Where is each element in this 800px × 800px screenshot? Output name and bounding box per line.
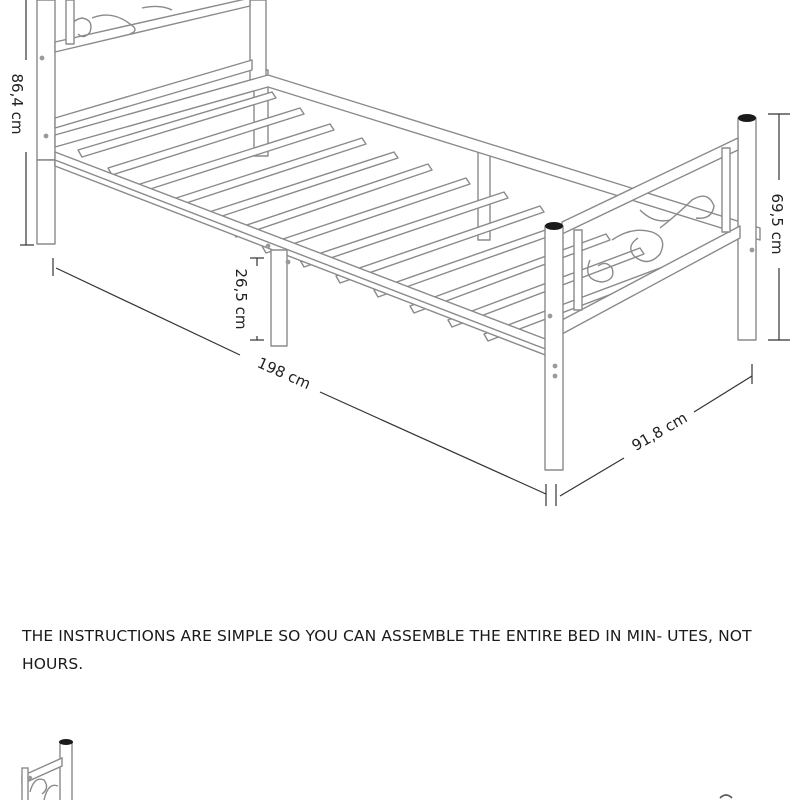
bolts <box>40 56 755 379</box>
clearance-label: 26,5 cm <box>232 268 250 330</box>
instructions-text: THE INSTRUCTIONS ARE SIMPLE SO YOU CAN ASSEMBLE THE ENTIRE BED IN MIN- UTES, NOT HOURS. <box>22 627 752 673</box>
length-label: 198 cm <box>254 353 314 394</box>
footboard-height-label: 69,5 cm <box>768 193 786 255</box>
footboard <box>562 118 756 340</box>
headboard-height-label: 86,4 cm <box>8 73 26 135</box>
footboard-leg <box>545 226 563 470</box>
next-image-preview <box>0 720 800 800</box>
headboard-leg <box>37 160 55 244</box>
center-leg <box>271 250 287 346</box>
width-label: 91,8 cm <box>628 408 691 455</box>
